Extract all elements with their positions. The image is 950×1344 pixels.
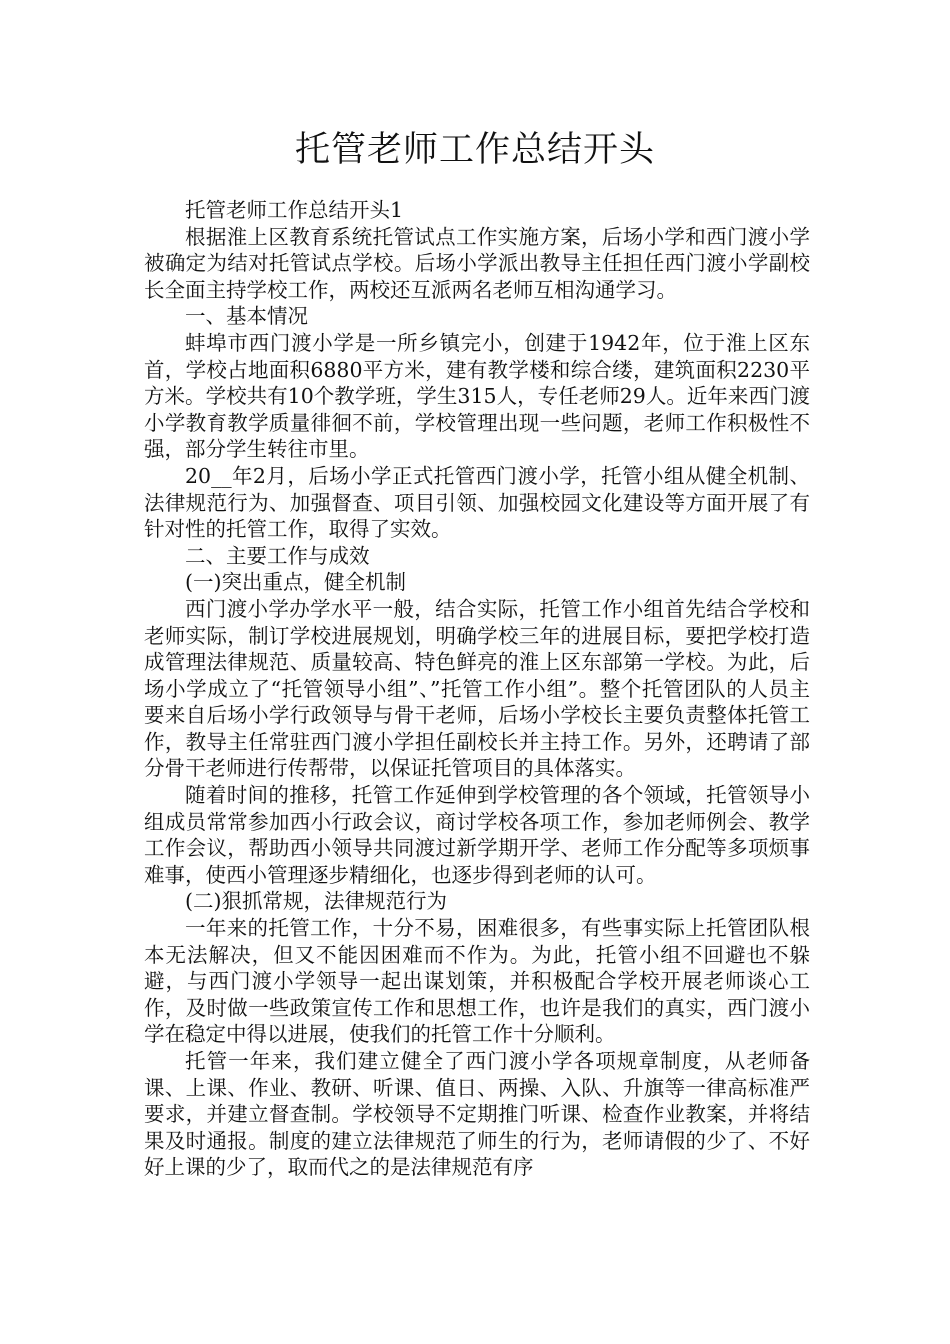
subsection-heading: (一)突出重点，健全机制 <box>185 570 406 595</box>
paragraph: 随着时间的推移，托管工作延伸到学校管理的各个领域，托管领导小组成员常常参加西小行政会议，商讨学校各项工作，参加老师例会、教学工作会议，帮助西小领导共同渡过新学期开学、老师工作分配等多项烦事难事，使西小管理逐步精细化，也逐步得到老师的认可。 <box>144 783 810 887</box>
paragraph: 根据淮上区教育系统托管试点工作实施方案，后场小学和西门渡小学被确定为结对托管试点学校。后场小学派出教导主任担任西门渡小学副校长全面主持学校工作，两校还互派两名老师互相沟通学习。 <box>144 224 810 302</box>
paragraph: 蚌埠市西门渡小学是一所乡镇完小，创建于1942年，位于淮上区东首，学校占地面积6880平方米，建有教学楼和综合缕，建筑面积2230平方米。学校共有10个教学班，学生315人，专任老师29人。近年来西门渡小学教育教学质量徘徊不前，学校管理出现一些问题，老师工作积极性不强，部分学生转往市里。 <box>144 330 810 462</box>
section-heading: 一、基本情况 <box>185 304 308 329</box>
paragraph: 一年来的托管工作，十分不易，困难很多，有些事实际上托管团队根本无法解决，但又不能因困难而不作为。为此，托管小组不回避也不躲避，与西门渡小学领导一起出谋划策，并积极配合学校开展老师谈心工作，及时做一些政策宣传工作和思想工作，也许是我们的真实，西门渡小学在稳定中得以进展，使我们的托管工作十分顺利。 <box>144 916 810 1047</box>
section-heading: 二、主要工作与成效 <box>185 543 370 568</box>
document-body <box>144 197 810 1181</box>
subsection-heading: (二)狠抓常规，法律规范行为 <box>185 889 447 914</box>
document-title: 托管老师工作总结开头 <box>294 130 655 170</box>
paragraph: 西门渡小学办学水平一般，结合实际，托管工作小组首先结合学校和老师实际，制订学校进展规划，明确学校三年的进展目标，要把学校打造成管理法律规范、质量较高、特色鲜亮的淮上区东部第一学校。为此，后场小学成立了“托管领导小组”、”托管工作小组”。整个托管团队的人员主要来自后场小学行政领导与骨干老师，后场小学校长主要负责整体托管工作，教导主任常驻西门渡小学担任副校长并主持工作。另外，还聘请了部分骨干老师进行传帮带，以保证托管项目的具体落实。 <box>144 596 810 781</box>
paragraph: 20__年2月，后场小学正式托管西门渡小学，托管小组从健全机制、法律规范行为、加强督查、项目引领、加强校园文化建设等方面开展了有针对性的托管工作，取得了实效。 <box>144 463 810 542</box>
paragraph: 托管一年来，我们建立健全了西门渡小学各项规章制度，从老师备课、上课、作业、教研、听课、值日、两操、入队、升旗等一律高标准严要求，并建立督查制。学校领导不定期推门听课、检查作业教案，并将结果及时通报。制度的建立法律规范了师生的行为，老师请假的少了、不好好上课的少了，取而代之的是法律规范有序 <box>144 1049 810 1180</box>
section-heading: 托管老师工作总结开头1 <box>185 198 404 222</box>
